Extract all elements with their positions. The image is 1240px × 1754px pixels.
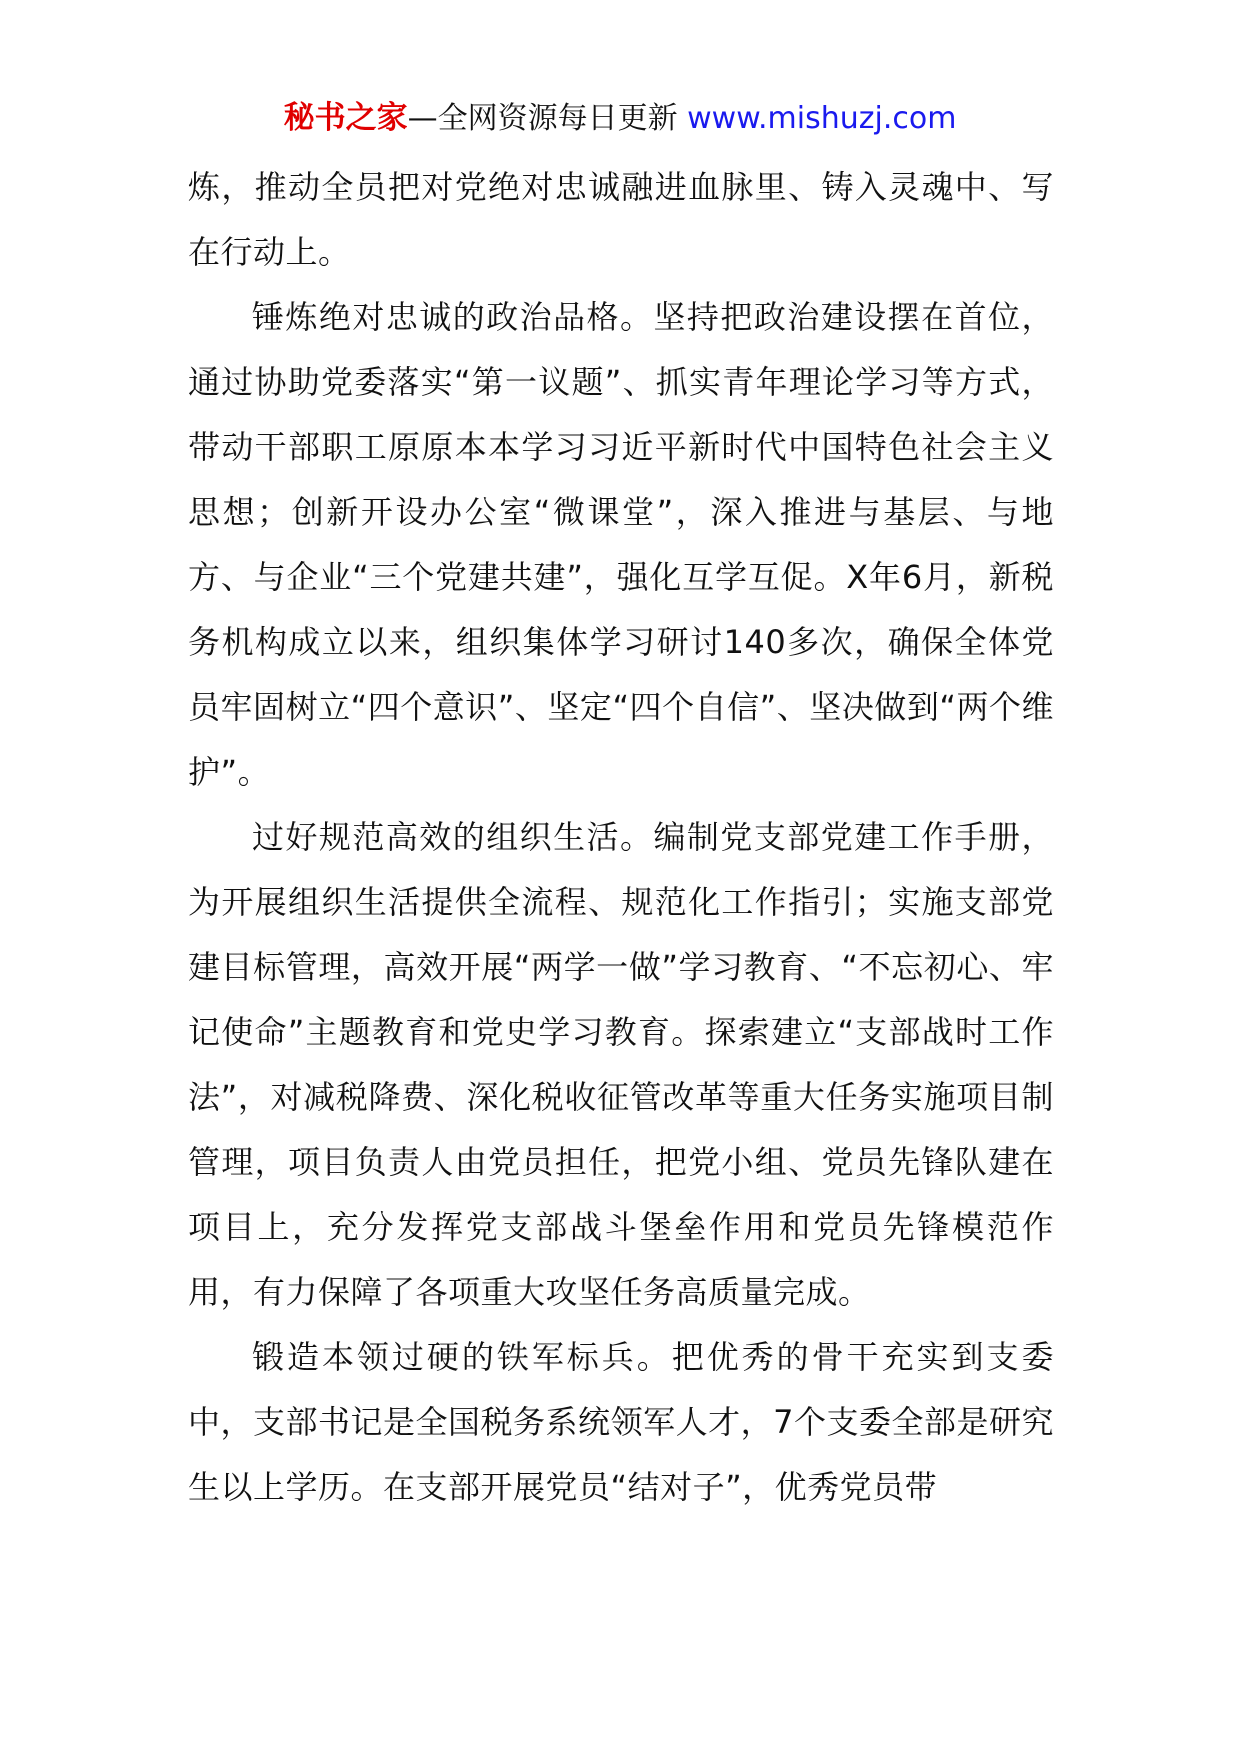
header-slogan: —全网资源每日更新	[407, 101, 688, 136]
site-url-link[interactable]: www.mishuzj.com	[687, 101, 957, 136]
document-body	[188, 155, 1054, 1520]
brand-name: 秘书之家	[283, 100, 408, 136]
paragraph-iron-army: 锻造本领过硬的铁军标兵。把优秀的骨干充实到支委中，支部书记是全国税务系统领军人才，7个支委全部是研究生以上学历。在支部开展党员“结对子”，优秀党员带	[188, 1338, 1054, 1506]
paragraph-political-character: 锤炼绝对忠诚的政治品格。坚持把政治建设摆在首位，通过协助党委落实“第一议题”、抓实青年理论学习等方式，带动干部职工原原本本学习习近平新时代中国特色社会主义思想；创新开设办公室“微课堂”，深入推进与基层、与地方、与企业“三个党建共建”，强化互学互促。X年6月，新税务机构成立以来，组织集体学习研讨140多次，确保全体党员牢固树立“四个意识”、坚定“四个自信”、坚决做到“两个维护”。	[188, 298, 1054, 791]
paragraph-continuation: 炼，推动全员把对党绝对忠诚融进血脉里、铸入灵魂中、写在行动上。	[188, 168, 1054, 271]
site-header	[0, 98, 1240, 139]
paragraph-organization-life: 过好规范高效的组织生活。编制党支部党建工作手册，为开展组织生活提供全流程、规范化工作指引；实施支部党建目标管理，高效开展“两学一做”学习教育、“不忘初心、牢记使命”主题教育和党史学习教育。探索建立“支部战时工作法”，对减税降费、深化税收征管改革等重大任务实施项目制管理，项目负责人由党员担任，把党小组、党员先锋队建在项目上，充分发挥党支部战斗堡垒作用和党员先锋模范作用，有力保障了各项重大攻坚任务高质量完成。	[188, 818, 1054, 1311]
